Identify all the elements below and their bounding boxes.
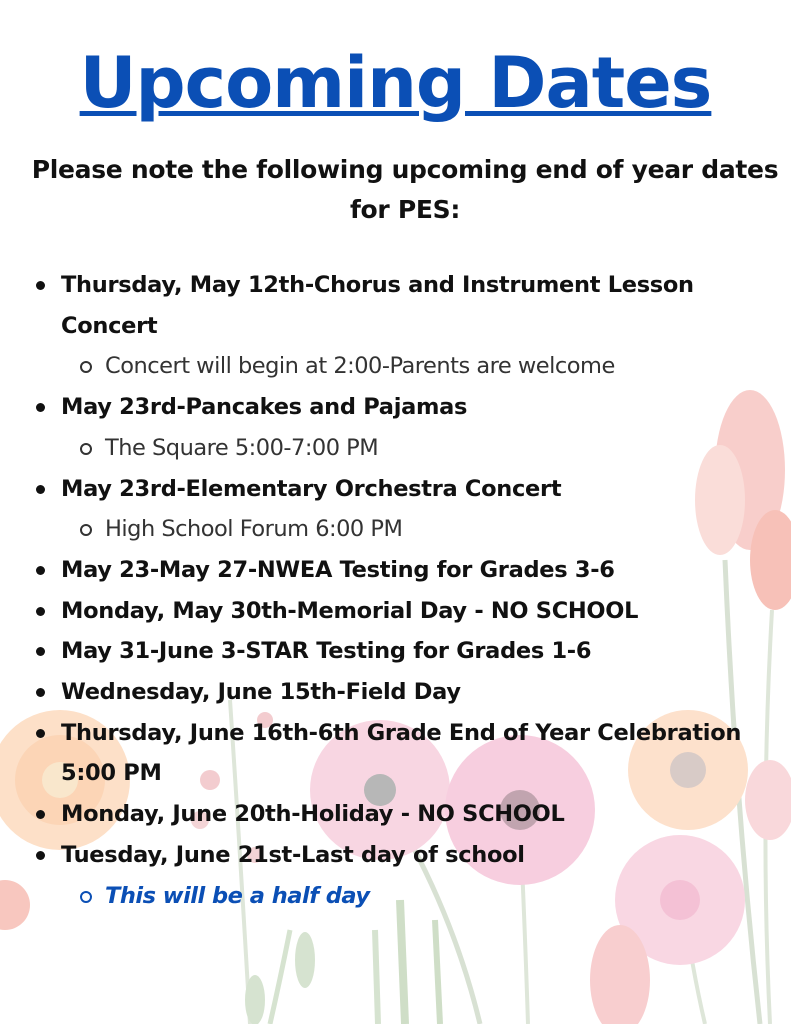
half-day-note: This will be a half day (0, 876, 791, 917)
list-item: May 23rd-Elementary Orchestra Concert (0, 469, 781, 510)
list-item: May 23-May 27-NWEA Testing for Grades 3-6 (0, 550, 781, 591)
list-item: Tuesday, June 21st-Last day of school (0, 835, 781, 876)
list-sub-item: Concert will begin at 2:00-Parents are welcome (0, 346, 791, 387)
events-list (0, 265, 791, 916)
list-item: May 31-June 3-STAR Testing for Grades 1-6 (0, 631, 781, 672)
intro-text: Please note the following upcoming end of year dates for PES: (31, 155, 779, 224)
list-sub-item: High School Forum 6:00 PM (0, 509, 791, 550)
list-sub-item: The Square 5:00-7:00 PM (0, 428, 791, 469)
page-title: Upcoming Dates (79, 42, 712, 124)
list-item: Monday, May 30th-Memorial Day - NO SCHOOL (0, 591, 781, 632)
list-item: Thursday, May 12th-Chorus and Instrument Lesson Concert (0, 265, 781, 346)
list-item: Monday, June 20th-Holiday - NO SCHOOL (0, 794, 781, 835)
list-item: Wednesday, June 15th-Field Day (0, 672, 781, 713)
list-item: Thursday, June 16th-6th Grade End of Year Celebration 5:00 PM (0, 713, 781, 794)
list-item: May 23rd-Pancakes and Pajamas (0, 387, 781, 428)
